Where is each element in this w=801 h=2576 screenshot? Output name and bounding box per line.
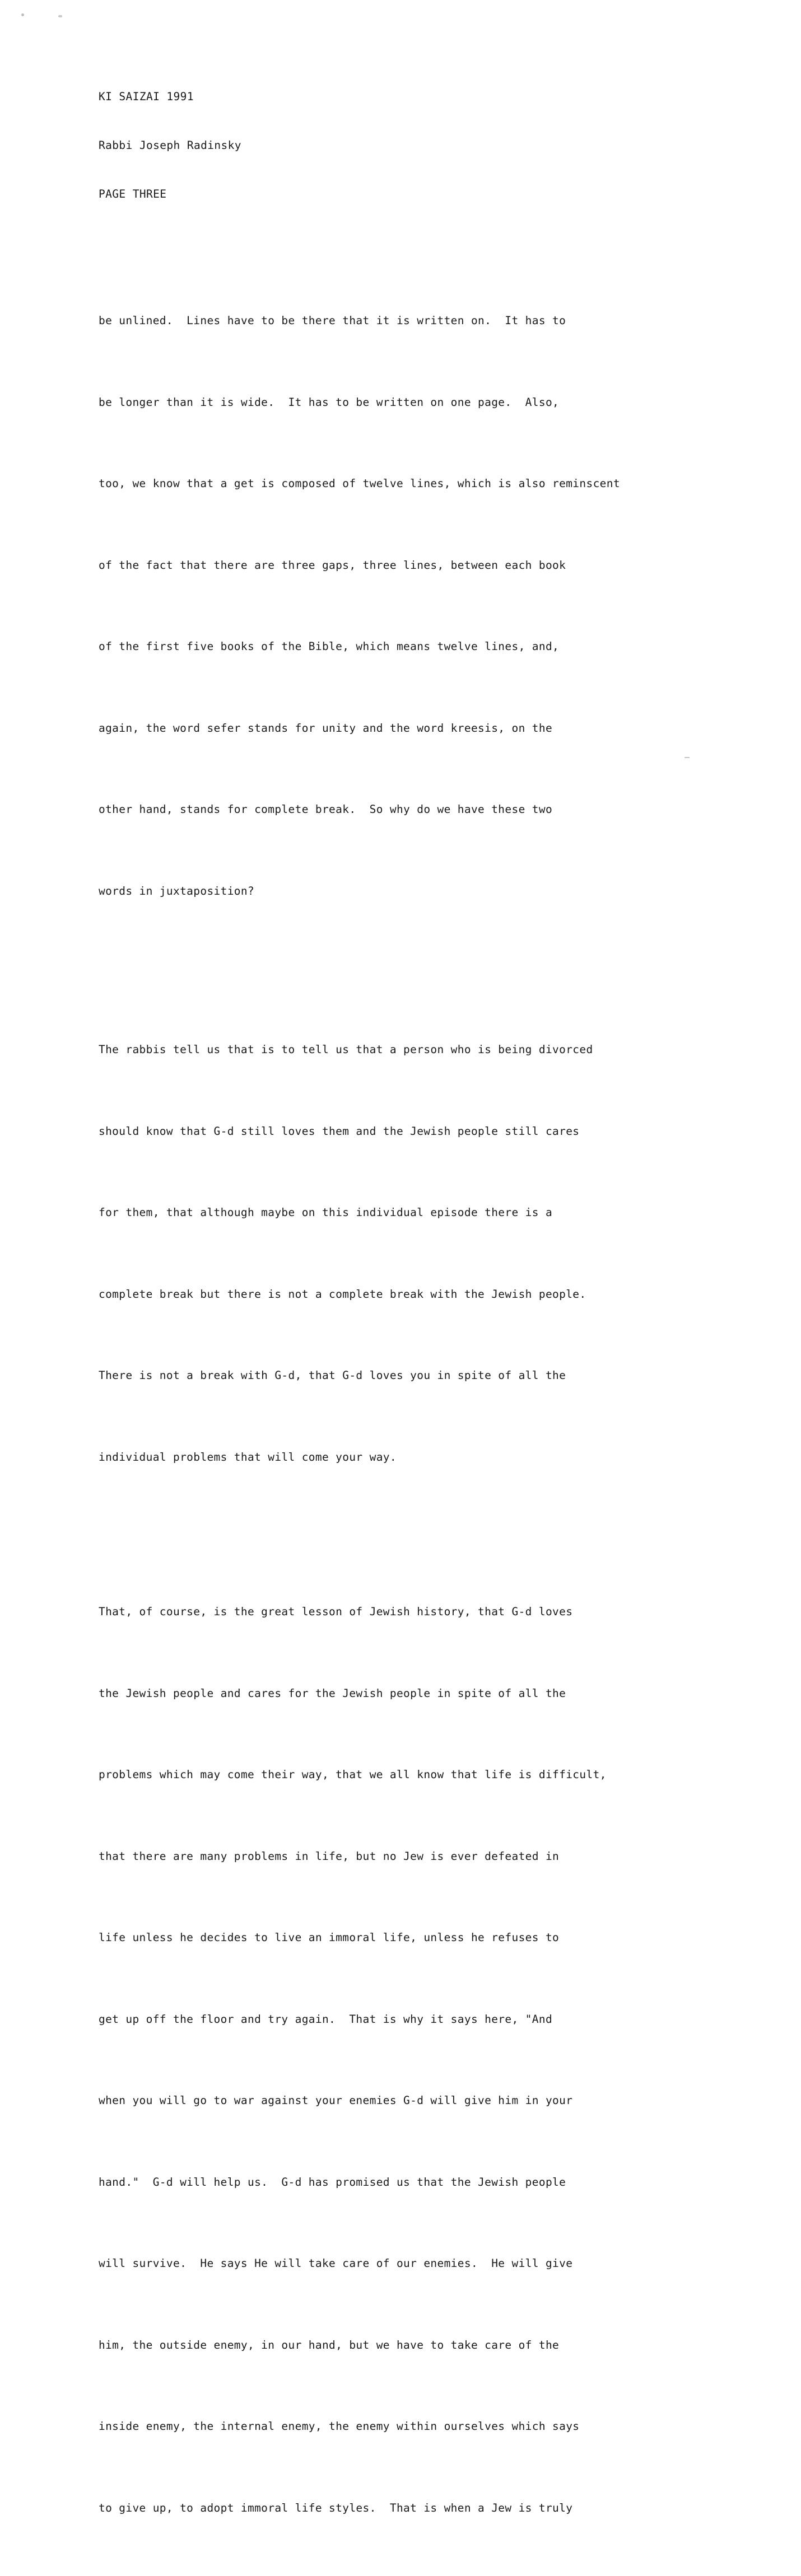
paragraph-line: that there are many problems in life, but no Jew is ever defeated in (99, 1849, 560, 1863)
paragraph-line: should know that G-d still loves them and the Jewish people still cares (99, 1124, 580, 1138)
paragraph-line: again, the word sefer stands for unity and the word kreesis, on the (99, 721, 553, 735)
paragraph-line: inside enemy, the internal enemy, the enemy within ourselves which says (99, 2420, 580, 2433)
paragraph-line: will survive. He says He will take care of our enemies. He will give (99, 2257, 573, 2270)
paragraph-line: him, the outside enemy, in our hand, but we have to take care of the (99, 2338, 560, 2351)
document-header (99, 56, 715, 235)
paragraph-line: hand." G-d will help us. G-d has promised us that the Jewish people (99, 2175, 566, 2189)
paragraph-line: of the fact that there are three gaps, three lines, between each book (99, 558, 566, 572)
paragraph-line: be longer than it is wide. It has to be written on one page. Also, (99, 395, 560, 409)
paragraph-line: too, we know that a get is composed of twelve lines, which is also reminscent (99, 477, 620, 490)
document-body (99, 56, 715, 2576)
paragraph-2 (99, 982, 715, 1525)
scan-artifact-icon (58, 15, 62, 17)
paragraph-line: problems which may come their way, that we all know that life is difficult, (99, 1768, 607, 1781)
paragraph-line: life unless he decides to live an immoral life, unless he refuses to (99, 1931, 560, 1944)
paragraph-1 (99, 253, 715, 959)
paragraph-line: get up off the floor and try again. That is why it says here, "And (99, 2012, 553, 2026)
paragraph-line: words in juxtaposition? (99, 884, 255, 897)
paragraph-line: for them, that although maybe on this individual episode there is a (99, 1206, 553, 1219)
paragraph-line: individual problems that will come your way. (99, 1450, 397, 1464)
paragraph-line: the Jewish people and cares for the Jewish people in spite of all the (99, 1686, 566, 1700)
paragraph-line: There is not a break with G-d, that G-d loves you in spite of all the (99, 1369, 566, 1382)
paragraph-line: That, of course, is the great lesson of Jewish history, that G-d loves (99, 1605, 573, 1618)
paragraph-line: to give up, to adopt immoral life styles. That is when a Jew is truly (99, 2501, 573, 2514)
document-page-label: PAGE THREE (99, 188, 167, 200)
scan-artifact-icon (21, 13, 24, 16)
paragraph-line: of the first five books of the Bible, which means twelve lines, and, (99, 640, 560, 653)
document-author: Rabbi Joseph Radinsky (99, 139, 241, 152)
paragraph-line: when you will go to war against your enemies G-d will give him in your (99, 2094, 573, 2107)
paragraph-line: complete break but there is not a complete break with the Jewish people. (99, 1287, 586, 1301)
document-title: KI SAIZAI 1991 (99, 90, 194, 103)
paragraph-line: other hand, stands for complete break. So why do we have these two (99, 803, 553, 816)
paragraph-line: be unlined. Lines have to be there that it is written on. It has to (99, 314, 566, 327)
paragraph-3 (99, 1544, 715, 2576)
paragraph-line: The rabbis tell us that is to tell us that a person who is being divorced (99, 1043, 593, 1056)
